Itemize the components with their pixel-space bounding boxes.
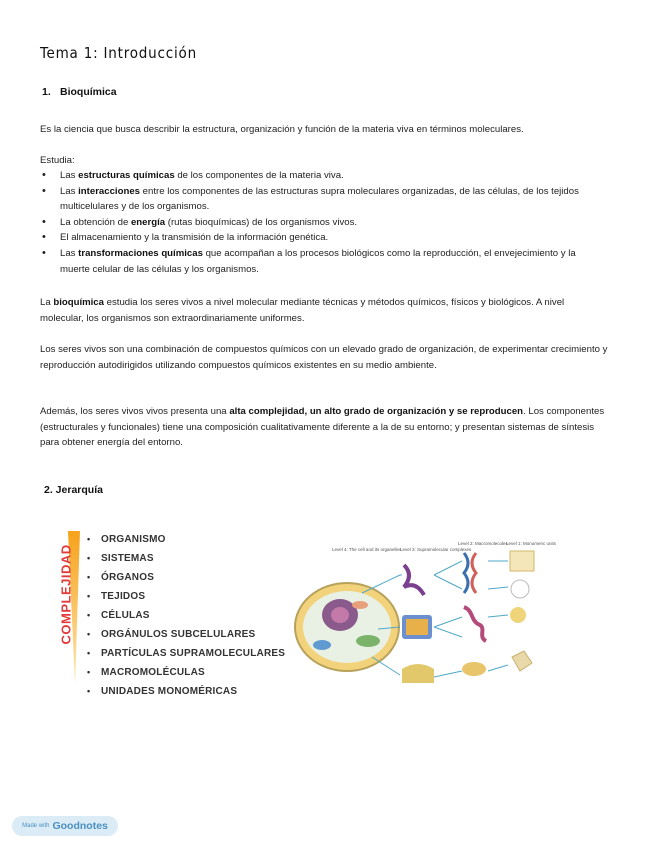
badge-brand: Goodnotes xyxy=(52,820,108,832)
level-particulas: • PARTÍCULAS SUPRAMOLECULARES xyxy=(87,644,285,663)
cell-diagram-illustration xyxy=(295,541,557,683)
level-celulas: • CÉLULAS xyxy=(87,606,285,625)
intro-paragraph: Es la ciencia que busca describir la estructura, organización y función de la materia viva en términos moleculares. xyxy=(40,124,524,135)
level-1-label: Level 1: Monomeric units xyxy=(506,541,557,546)
level-tejidos: • TEJIDOS xyxy=(87,587,285,606)
level-unidades: • UNIDADES MONOMÉRICAS xyxy=(87,682,285,701)
estudia-label: Estudia: xyxy=(40,155,75,166)
hierarchy-figure xyxy=(40,525,557,697)
list-item: • Las transformaciones químicas que acompañan a los procesos biológicos como la reproducción, el envejecimiento y la muerte celular de las células y los organismos. xyxy=(40,246,600,277)
bioquimica-paragraph: La bioquímica estudia los seres vivos a nivel molecular mediante técnicas y métodos químicos, físicos y biológicos. A nivel molecular, los organismos son extraordinariamente uniformes. xyxy=(40,297,565,324)
level-3-label: Level 3: Supramolecular complexes xyxy=(400,547,472,552)
list-item: • La obtención de energía (rutas bioquímicas) de los organismos vivos. xyxy=(40,215,600,231)
section-2-heading: 2. Jerarquía xyxy=(44,484,103,496)
complejidad-paragraph: Además, los seres vivos vivos presenta una alta complejidad, un alto grado de organización y se reproducen. Los componentes (estructurales y funcionales) tiene una composición cualitativamente diferente a la de su entorno; y presentan sistemas de síntesis para obtener energía del entorno. xyxy=(40,406,605,449)
level-macromoleculas: • MACROMOLÉCULAS xyxy=(87,663,285,682)
hierarchy-levels-list xyxy=(87,530,285,701)
list-item: • El almacenamiento y la transmisión de la información genética. xyxy=(40,230,600,246)
study-list xyxy=(40,168,600,277)
level-organulos: • ORGÁNULOS SUBCELULARES xyxy=(87,625,285,644)
level-2-label: Level 2: Macromolecules xyxy=(458,541,508,546)
level-organismo: • ORGANISMO xyxy=(87,530,285,549)
complejidad-axis-label: COMPLEJIDAD xyxy=(58,544,74,645)
page-title: Tema 1: Introducción xyxy=(40,44,197,62)
level-4-label: Level 4: The cell and its organelles xyxy=(332,547,402,552)
badge-prefix: Made with xyxy=(22,823,50,829)
list-item: • Las estructuras químicas de los componentes de la materia viva. xyxy=(40,168,600,184)
goodnotes-badge[interactable] xyxy=(12,816,118,836)
seres-vivos-paragraph: Los seres vivos son una combinación de compuestos químicos con un elevado grado de organización, de experimentar crecimiento y reproducción autodirigidos utilizando compuestos químicos existentes en su medio ambiente. xyxy=(40,344,608,371)
list-item: • Las interacciones entre los componentes de las estructuras supra moleculares organizadas, de las células, de los tejidos multicelulares y de los organismos. xyxy=(40,184,600,215)
section-1-title: Bioquímica xyxy=(60,86,117,98)
level-organos: • ÓRGANOS xyxy=(87,568,285,587)
level-sistemas: • SISTEMAS xyxy=(87,549,285,568)
section-1-number: 1. xyxy=(42,86,51,98)
section-1-heading xyxy=(42,86,117,98)
